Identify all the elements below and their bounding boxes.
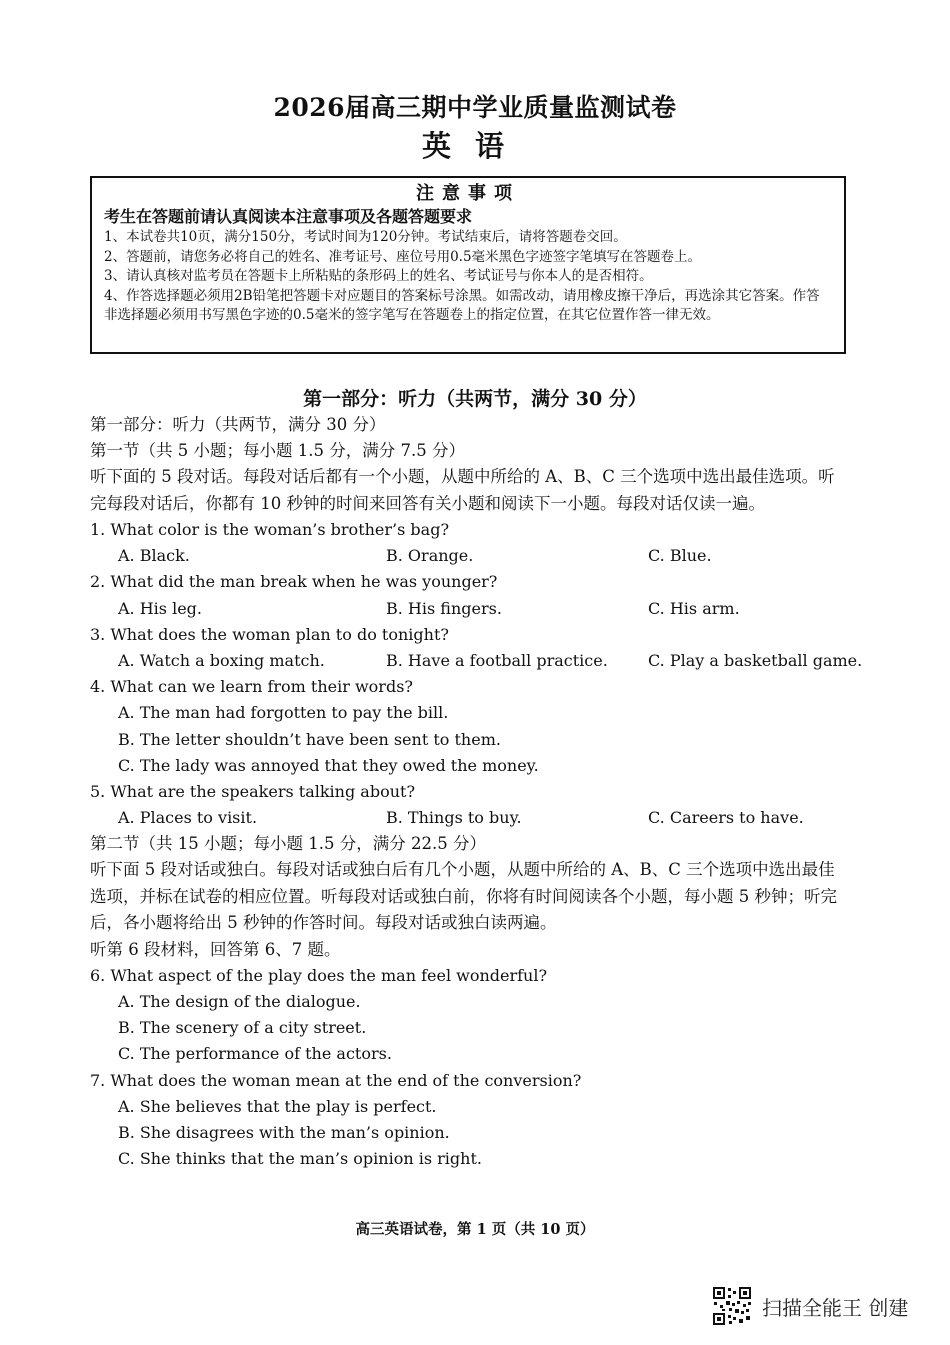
options-row [90, 805, 846, 831]
option-b: B. Things to buy. [386, 808, 522, 828]
section2-material: 听第 6 段材料，回答第 6、7 题。 [90, 939, 341, 959]
question-3: 3. What does the woman plan to do tonight? [90, 624, 449, 644]
option-c: C. The performance of the actors. [118, 1044, 392, 1064]
option-c: C. Careers to have. [648, 808, 804, 828]
scanner-watermark [712, 1286, 908, 1326]
question-5: 5. What are the speakers talking about? [90, 781, 416, 801]
option-c: C. His arm. [648, 598, 740, 618]
option-a: A. Watch a boxing match. [118, 650, 325, 670]
notice-title: 注意事项 [416, 183, 520, 204]
options-row [90, 596, 846, 622]
notice-item: 4、作答选择题必须用2B铅笔把答题卡对应题目的答案标号涂黑。如需改动，请用橡皮擦干净后，再选涂其它答案。作答非选择题必须用书写黑色字迹的0.5毫米的签字笔写在答题卷上的指定位置，在其它位置作答一律无效。 [104, 287, 820, 323]
section1-instructions: 听下面的 5 段对话。每段对话后都有一个小题，从题中所给的 A、B、C 三个选项中选出最佳选项。听完每段对话后，你都有 10 秒钟的时间来回答有关小题和阅读下一小题。每段对话仅读一遍。 [90, 467, 835, 513]
option-b: B. The letter shouldn’t have been sent to them. [118, 729, 501, 749]
option-a: A. The man had forgotten to pay the bill. [118, 703, 449, 723]
question-7: 7. What does the woman mean at the end of the conversion? [90, 1070, 582, 1090]
scanner-text: 扫描全能王 创建 [762, 1295, 909, 1320]
options-row [90, 648, 863, 674]
option-c: C. Play a basketball game. [648, 650, 863, 670]
notice-item: 1、本试卷共10页，满分150分，考试时间为120分钟。考试结束后，请将答题卷交回。 [104, 229, 627, 245]
question-1: 1. What color is the woman’s brother’s bag? [90, 520, 450, 539]
question-4: 4. What can we learn from their words? [90, 677, 413, 697]
option-b: B. Have a football practice. [386, 650, 608, 670]
notice-item: 3、请认真核对监考员在答题卡上所粘贴的条形码上的姓名、考试证号与你本人的是否相符。 [104, 268, 653, 284]
option-b: B. His fingers. [386, 598, 502, 618]
option-c: C. She thinks that the man’s opinion is right. [118, 1149, 482, 1169]
option-c: C. Blue. [648, 546, 712, 566]
option-b: B. The scenery of a city street. [118, 1018, 367, 1038]
question-6: 6. What aspect of the play does the man feel wonderful? [90, 965, 548, 985]
qr-code-icon [712, 1286, 752, 1326]
notice-item: 2、答题前，请您务必将自己的姓名、准考证号、座位号用0.5毫米黑色字迹签字笔填写在答题卷上。 [104, 248, 702, 265]
option-b: B. She disagrees with the man’s opinion. [118, 1123, 450, 1143]
option-b: B. Orange. [386, 546, 474, 566]
option-a: A. His leg. [118, 598, 203, 618]
option-a: A. Black. [118, 546, 190, 566]
notice-box [90, 176, 846, 354]
options-row [90, 543, 846, 569]
option-a: A. The design of the dialogue. [118, 992, 361, 1012]
option-a: A. She believes that the play is perfect. [118, 1096, 437, 1116]
notice-subtitle: 考生在答题前请认真阅读本注意事项及各题答题要求 [104, 207, 473, 226]
section2-instructions: 听下面 5 段对话或独白。每段对话或独白后有几个小题，从题中所给的 A、B、C 三个选项中选出最佳选项，并标在试卷的相应位置。听每段对话或独白前，你将有时间阅读各个小题，每小题 5 秒钟；听完后，各小题将给出 5 秒钟的作答时间。每段对话或独白读两遍。 [90, 860, 837, 933]
question-2: 2. What did the man break when he was younger? [90, 572, 498, 592]
part-subheading: 第一部分：听力（共两节，满分 30 分） [90, 415, 386, 434]
page-footer: 高三英语试卷，第 1 页（共 10 页） [355, 1221, 595, 1238]
exam-subject: 英语 [421, 129, 528, 163]
option-c: C. The lady was annoyed that they owed the money. [118, 755, 539, 775]
section2-title: 第二节（共 15 小题；每小题 1.5 分，满分 22.5 分） [90, 834, 486, 854]
option-a: A. Places to visit. [118, 808, 258, 828]
exam-body [90, 412, 863, 1173]
part-heading: 第一部分：听力（共两节，满分 30 分） [303, 388, 647, 410]
exam-title: 2026届高三期中学业质量监测试卷 [273, 93, 677, 122]
section1-title: 第一节（共 5 小题；每小题 1.5 分，满分 7.5 分） [90, 441, 465, 460]
